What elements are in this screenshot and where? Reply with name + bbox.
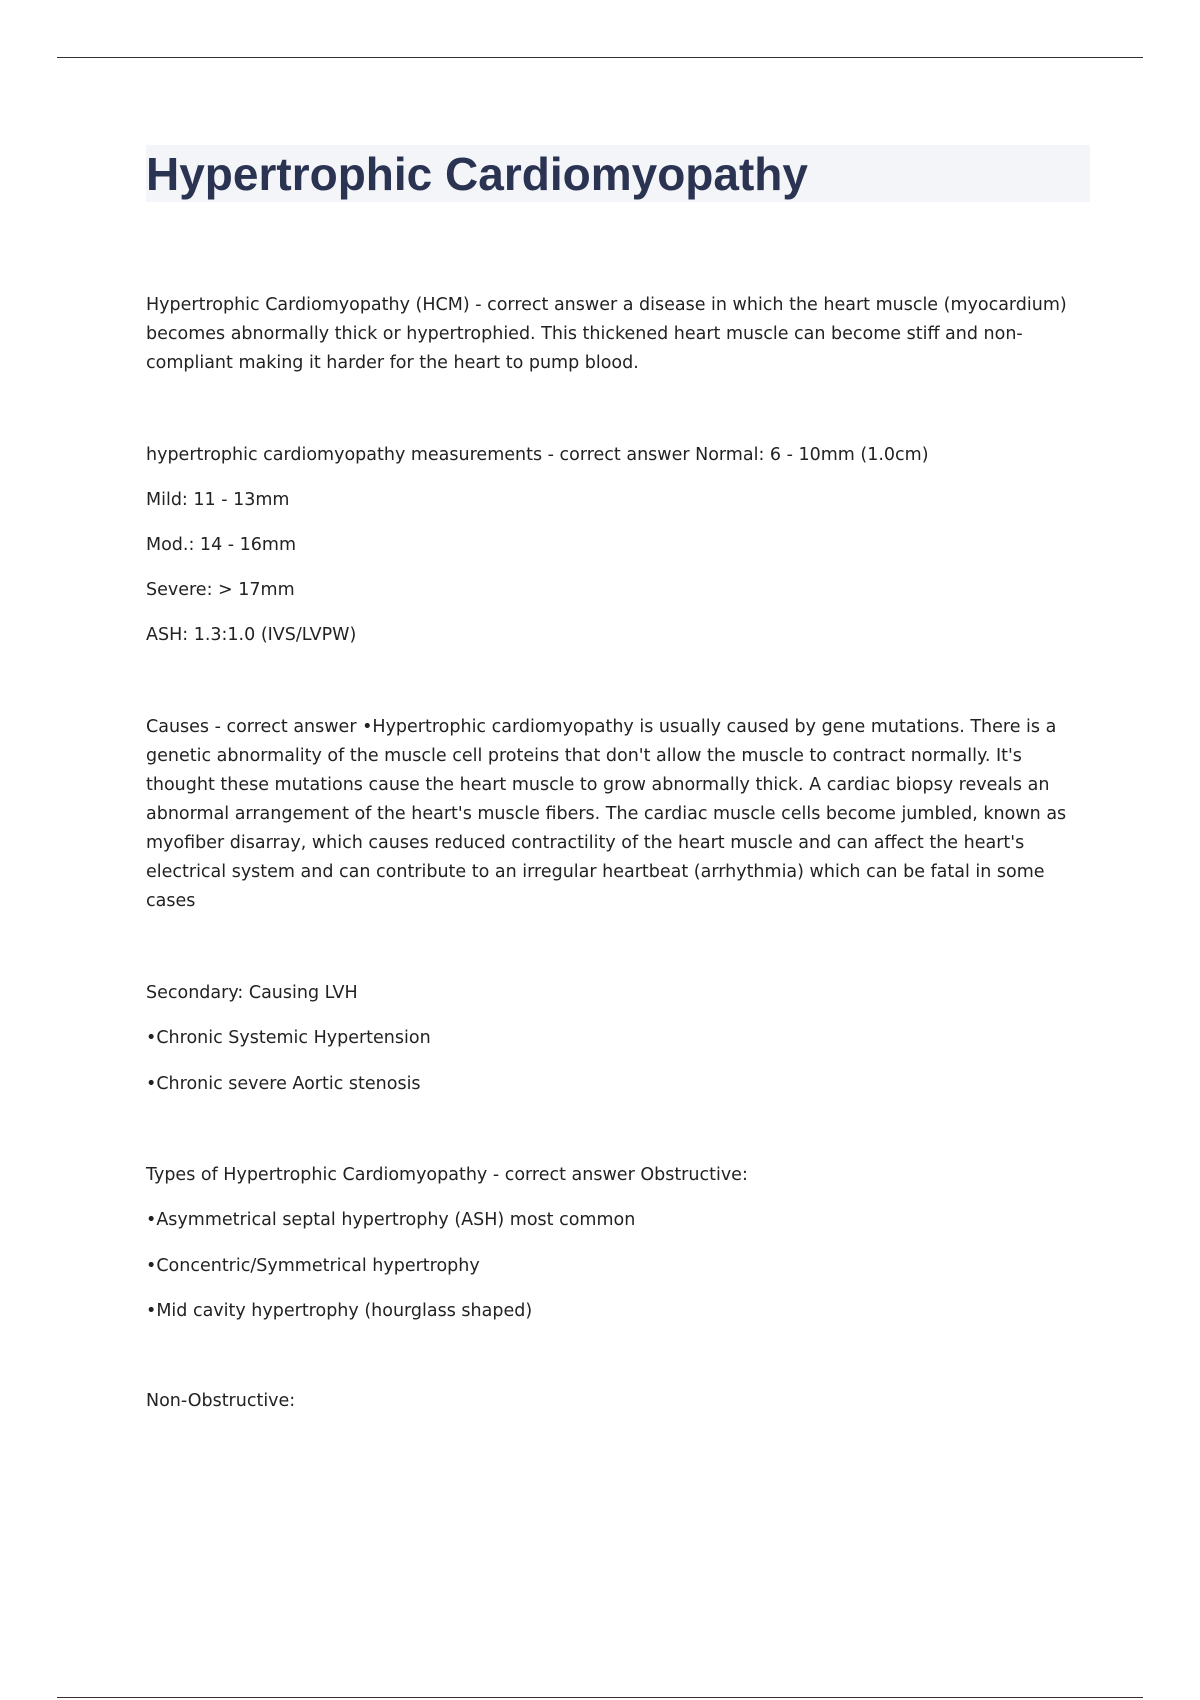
- secondary-item: •Chronic severe Aortic stenosis: [146, 1074, 421, 1094]
- measurement-mild: Mild: 11 - 13mm: [146, 490, 290, 510]
- non-obstructive-heading: Non-Obstructive:: [146, 1391, 296, 1411]
- types-item: •Asymmetrical septal hypertrophy (ASH) most common: [146, 1210, 636, 1230]
- causes-paragraph: Causes - correct answer •Hypertrophic cardiomyopathy is usually caused by gene mutations. There is a genetic abnormality of the muscle cell proteins that don't allow the muscle to contract normally. It's thought these mutations cause the heart muscle to grow abnormally thick. A cardiac biopsy reveals an abnormal arrangement of the heart's muscle fibers. The cardiac muscle cells become jumbled, known as myofiber disarray, which causes reduced contractility of the heart muscle and can affect the heart's electrical system and can contribute to an irregular heartbeat (arrhythmia) which can be fatal in some cases: [146, 717, 1067, 911]
- types-item: •Mid cavity hypertrophy (hourglass shaped): [146, 1301, 533, 1321]
- definition-paragraph: Hypertrophic Cardiomyopathy (HCM) - correct answer a disease in which the heart muscle (myocardium) becomes abnormally thick or hypertrophied. This thickened heart muscle can become stiff and non-compliant making it harder for the heart to pump blood.: [146, 295, 1067, 373]
- top-rule: [57, 57, 1143, 58]
- types-item: •Concentric/Symmetrical hypertrophy: [146, 1256, 480, 1276]
- measurement-moderate: Mod.: 14 - 16mm: [146, 535, 297, 555]
- page-title: Hypertrophic Cardiomyopathy: [146, 148, 808, 200]
- measurement-severe: Severe: > 17mm: [146, 580, 295, 600]
- secondary-item: •Chronic Systemic Hypertension: [146, 1028, 431, 1048]
- secondary-heading: Secondary: Causing LVH: [146, 983, 358, 1003]
- measurements-intro: hypertrophic cardiomyopathy measurements - correct answer Normal: 6 - 10mm (1.0cm): [146, 445, 929, 465]
- bottom-rule: [57, 1697, 1143, 1698]
- measurement-ash: ASH: 1.3:1.0 (IVS/LVPW): [146, 625, 357, 645]
- types-heading: Types of Hypertrophic Cardiomyopathy - correct answer Obstructive:: [146, 1165, 748, 1185]
